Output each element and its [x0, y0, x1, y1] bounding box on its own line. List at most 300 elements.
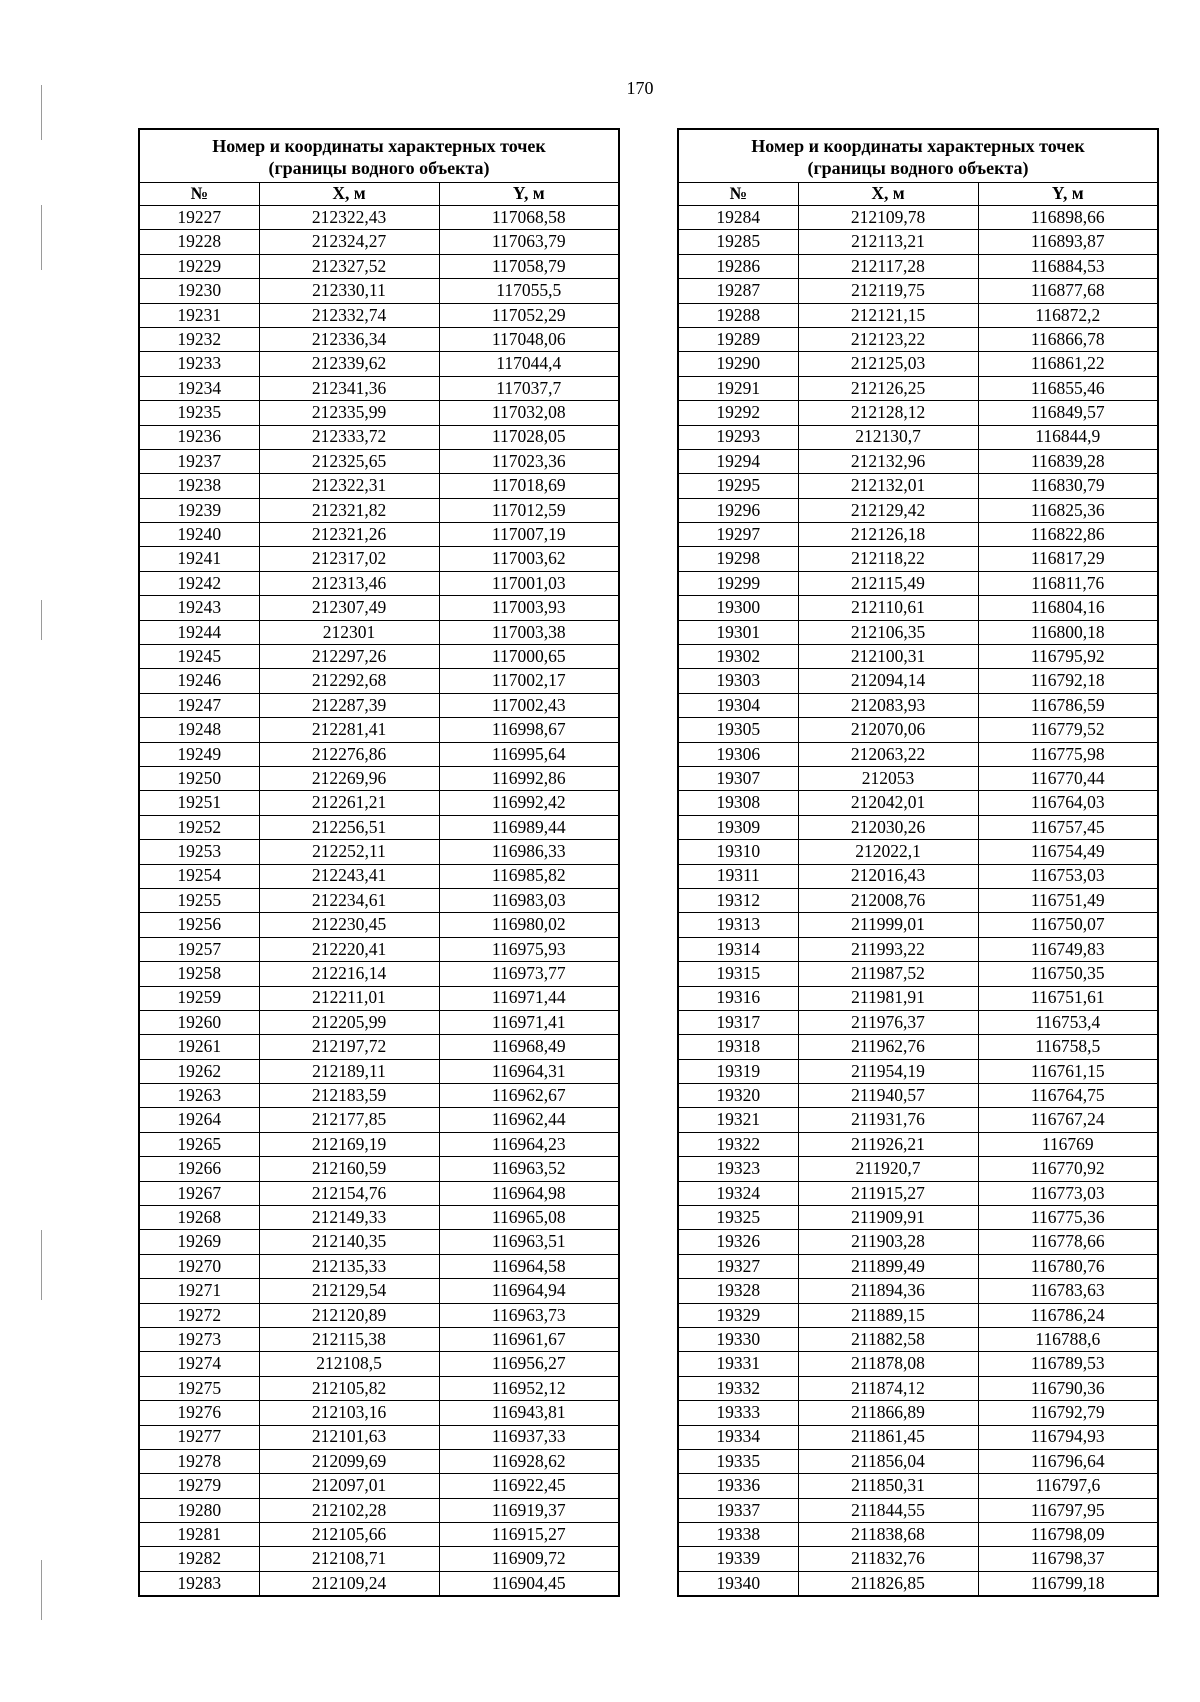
- scan-mark: [41, 1230, 42, 1300]
- point-number-cell: 19314: [678, 937, 798, 961]
- y-coordinate-cell: 116750,07: [978, 913, 1158, 937]
- y-coordinate-cell: 116964,98: [439, 1181, 619, 1205]
- x-coordinate-cell: 212332,74: [259, 303, 439, 327]
- y-coordinate-cell: 116796,64: [978, 1449, 1158, 1473]
- x-coordinate-cell: 212123,22: [798, 327, 978, 351]
- y-coordinate-cell: 117003,62: [439, 547, 619, 571]
- x-coordinate-cell: 212317,02: [259, 547, 439, 571]
- x-coordinate-cell: 211856,04: [798, 1449, 978, 1473]
- point-number-cell: 19303: [678, 669, 798, 693]
- y-coordinate-cell: 116751,61: [978, 986, 1158, 1010]
- x-coordinate-cell: 212042,01: [798, 791, 978, 815]
- y-coordinate-cell: 116952,12: [439, 1376, 619, 1400]
- point-number-cell: 19287: [678, 279, 798, 303]
- x-coordinate-cell: 212154,76: [259, 1181, 439, 1205]
- table-row: [139, 1571, 619, 1596]
- x-coordinate-cell: 212126,18: [798, 523, 978, 547]
- x-coordinate-cell: 211861,45: [798, 1425, 978, 1449]
- point-number-cell: 19247: [139, 693, 259, 717]
- y-coordinate-cell: 117007,19: [439, 523, 619, 547]
- point-number-cell: 19263: [139, 1084, 259, 1108]
- y-coordinate-cell: 117068,58: [439, 206, 619, 230]
- point-number-cell: 19259: [139, 986, 259, 1010]
- x-coordinate-cell: 211962,76: [798, 1035, 978, 1059]
- x-coordinate-cell: 211850,31: [798, 1474, 978, 1498]
- y-coordinate-cell: 116786,59: [978, 693, 1158, 717]
- point-number-cell: 19339: [678, 1547, 798, 1571]
- table-body: [139, 206, 619, 1597]
- table-row: [678, 766, 1158, 790]
- table-row: [139, 571, 619, 595]
- table-row: [139, 742, 619, 766]
- y-coordinate-cell: 116937,33: [439, 1425, 619, 1449]
- x-coordinate-cell: 212108,71: [259, 1547, 439, 1571]
- table-row: [678, 206, 1158, 230]
- y-coordinate-cell: 116861,22: [978, 352, 1158, 376]
- table-row: [678, 718, 1158, 742]
- y-coordinate-cell: 116971,41: [439, 1010, 619, 1034]
- point-number-cell: 19285: [678, 230, 798, 254]
- table-row: [139, 523, 619, 547]
- table-row: [139, 1523, 619, 1547]
- point-number-cell: 19248: [139, 718, 259, 742]
- column-header-number: №: [678, 183, 798, 206]
- y-coordinate-cell: 116775,36: [978, 1206, 1158, 1230]
- table-row: [678, 1084, 1158, 1108]
- point-number-cell: 19275: [139, 1376, 259, 1400]
- table-row: [139, 1547, 619, 1571]
- y-coordinate-cell: 116915,27: [439, 1523, 619, 1547]
- x-coordinate-cell: 212205,99: [259, 1010, 439, 1034]
- table-row: [678, 1254, 1158, 1278]
- x-coordinate-cell: 212102,28: [259, 1498, 439, 1522]
- x-coordinate-cell: 211981,91: [798, 986, 978, 1010]
- table-caption: [139, 129, 619, 183]
- table-row: [139, 596, 619, 620]
- point-number-cell: 19297: [678, 523, 798, 547]
- y-coordinate-cell: 117028,05: [439, 425, 619, 449]
- y-coordinate-cell: 116753,4: [978, 1010, 1158, 1034]
- x-coordinate-cell: 212322,43: [259, 206, 439, 230]
- point-number-cell: 19281: [139, 1523, 259, 1547]
- column-header-y: Y, м: [439, 183, 619, 206]
- point-number-cell: 19286: [678, 254, 798, 278]
- point-number-cell: 19269: [139, 1230, 259, 1254]
- y-coordinate-cell: 117003,38: [439, 620, 619, 644]
- x-coordinate-cell: 212256,51: [259, 815, 439, 839]
- table-row: [139, 230, 619, 254]
- table-row: [678, 1523, 1158, 1547]
- point-number-cell: 19309: [678, 815, 798, 839]
- y-coordinate-cell: 116866,78: [978, 327, 1158, 351]
- y-coordinate-cell: 116968,49: [439, 1035, 619, 1059]
- x-coordinate-cell: 212120,89: [259, 1303, 439, 1327]
- point-number-cell: 19249: [139, 742, 259, 766]
- point-number-cell: 19335: [678, 1449, 798, 1473]
- y-coordinate-cell: 117023,36: [439, 449, 619, 473]
- point-number-cell: 19298: [678, 547, 798, 571]
- x-coordinate-cell: 211889,15: [798, 1303, 978, 1327]
- point-number-cell: 19310: [678, 840, 798, 864]
- y-coordinate-cell: 116964,31: [439, 1059, 619, 1083]
- table-row: [139, 425, 619, 449]
- scan-mark: [41, 600, 42, 640]
- x-coordinate-cell: 211874,12: [798, 1376, 978, 1400]
- point-number-cell: 19260: [139, 1010, 259, 1034]
- point-number-cell: 19234: [139, 376, 259, 400]
- y-coordinate-cell: 116764,75: [978, 1084, 1158, 1108]
- x-coordinate-cell: 211909,91: [798, 1206, 978, 1230]
- point-number-cell: 19230: [139, 279, 259, 303]
- x-coordinate-cell: 212115,49: [798, 571, 978, 595]
- caption-line-1: Номер и координаты характерных точек: [212, 136, 546, 156]
- y-coordinate-cell: 116839,28: [978, 449, 1158, 473]
- table-row: [139, 1327, 619, 1351]
- y-coordinate-cell: 116773,03: [978, 1181, 1158, 1205]
- x-coordinate-cell: 212301: [259, 620, 439, 644]
- x-coordinate-cell: 212132,01: [798, 474, 978, 498]
- y-coordinate-cell: 116794,93: [978, 1425, 1158, 1449]
- point-number-cell: 19231: [139, 303, 259, 327]
- x-coordinate-cell: 212169,19: [259, 1132, 439, 1156]
- y-coordinate-cell: 116985,82: [439, 864, 619, 888]
- y-coordinate-cell: 116799,18: [978, 1571, 1158, 1596]
- y-coordinate-cell: 116753,03: [978, 864, 1158, 888]
- y-coordinate-cell: 116750,35: [978, 962, 1158, 986]
- x-coordinate-cell: 212103,16: [259, 1401, 439, 1425]
- table-row: [139, 669, 619, 693]
- y-coordinate-cell: 116877,68: [978, 279, 1158, 303]
- table-row: [139, 1059, 619, 1083]
- point-number-cell: 19252: [139, 815, 259, 839]
- x-coordinate-cell: 212321,26: [259, 523, 439, 547]
- x-coordinate-cell: 212330,11: [259, 279, 439, 303]
- x-coordinate-cell: 212121,15: [798, 303, 978, 327]
- point-number-cell: 19240: [139, 523, 259, 547]
- y-coordinate-cell: 116795,92: [978, 645, 1158, 669]
- caption-line-1: Номер и координаты характерных точек: [751, 136, 1085, 156]
- y-coordinate-cell: 116811,76: [978, 571, 1158, 595]
- table-row: [678, 1303, 1158, 1327]
- table-row: [139, 279, 619, 303]
- y-coordinate-cell: 116789,53: [978, 1352, 1158, 1376]
- point-number-cell: 19308: [678, 791, 798, 815]
- point-number-cell: 19242: [139, 571, 259, 595]
- y-coordinate-cell: 116775,98: [978, 742, 1158, 766]
- table-row: [139, 986, 619, 1010]
- x-coordinate-cell: 212189,11: [259, 1059, 439, 1083]
- table-row: [678, 840, 1158, 864]
- x-coordinate-cell: 212333,72: [259, 425, 439, 449]
- point-number-cell: 19237: [139, 449, 259, 473]
- y-coordinate-cell: 117000,65: [439, 645, 619, 669]
- y-coordinate-cell: 116961,67: [439, 1327, 619, 1351]
- table-row: [678, 1181, 1158, 1205]
- x-coordinate-cell: 212118,22: [798, 547, 978, 571]
- point-number-cell: 19261: [139, 1035, 259, 1059]
- x-coordinate-cell: 211866,89: [798, 1401, 978, 1425]
- table-row: [678, 1425, 1158, 1449]
- table-row: [139, 718, 619, 742]
- point-number-cell: 19253: [139, 840, 259, 864]
- y-coordinate-cell: 117063,79: [439, 230, 619, 254]
- y-coordinate-cell: 116849,57: [978, 401, 1158, 425]
- x-coordinate-cell: 212322,31: [259, 474, 439, 498]
- table-row: [139, 1425, 619, 1449]
- point-number-cell: 19258: [139, 962, 259, 986]
- y-coordinate-cell: 116963,51: [439, 1230, 619, 1254]
- x-coordinate-cell: 212321,82: [259, 498, 439, 522]
- y-coordinate-cell: 117044,4: [439, 352, 619, 376]
- page-number: 170: [626, 78, 654, 98]
- point-number-cell: 19325: [678, 1206, 798, 1230]
- point-number-cell: 19311: [678, 864, 798, 888]
- point-number-cell: 19274: [139, 1352, 259, 1376]
- x-coordinate-cell: 212140,35: [259, 1230, 439, 1254]
- x-coordinate-cell: 212083,93: [798, 693, 978, 717]
- y-coordinate-cell: 116825,36: [978, 498, 1158, 522]
- point-number-cell: 19315: [678, 962, 798, 986]
- table-row: [678, 401, 1158, 425]
- point-number-cell: 19268: [139, 1206, 259, 1230]
- table-row: [139, 401, 619, 425]
- point-number-cell: 19334: [678, 1425, 798, 1449]
- table-row: [678, 1376, 1158, 1400]
- x-coordinate-cell: 212339,62: [259, 352, 439, 376]
- x-coordinate-cell: 212177,85: [259, 1108, 439, 1132]
- y-coordinate-cell: 116989,44: [439, 815, 619, 839]
- point-number-cell: 19278: [139, 1449, 259, 1473]
- table-row: [678, 474, 1158, 498]
- y-coordinate-cell: 116964,23: [439, 1132, 619, 1156]
- point-number-cell: 19293: [678, 425, 798, 449]
- column-header-x: X, м: [259, 183, 439, 206]
- x-coordinate-cell: 211999,01: [798, 913, 978, 937]
- table-row: [139, 376, 619, 400]
- table-row: [139, 1401, 619, 1425]
- table-row: [139, 474, 619, 498]
- y-coordinate-cell: 116965,08: [439, 1206, 619, 1230]
- table-row: [139, 498, 619, 522]
- point-number-cell: 19326: [678, 1230, 798, 1254]
- y-coordinate-cell: 116904,45: [439, 1571, 619, 1596]
- table-row: [678, 1035, 1158, 1059]
- x-coordinate-cell: 212070,06: [798, 718, 978, 742]
- y-coordinate-cell: 117002,17: [439, 669, 619, 693]
- point-number-cell: 19328: [678, 1279, 798, 1303]
- point-number-cell: 19313: [678, 913, 798, 937]
- x-coordinate-cell: 212099,69: [259, 1449, 439, 1473]
- y-coordinate-cell: 117018,69: [439, 474, 619, 498]
- point-number-cell: 19262: [139, 1059, 259, 1083]
- y-coordinate-cell: 116769: [978, 1132, 1158, 1156]
- column-header-x: X, м: [798, 183, 978, 206]
- table-row: [139, 352, 619, 376]
- table-row: [678, 547, 1158, 571]
- x-coordinate-cell: 212100,31: [798, 645, 978, 669]
- table-row: [139, 791, 619, 815]
- point-number-cell: 19284: [678, 206, 798, 230]
- y-coordinate-cell: 117002,43: [439, 693, 619, 717]
- point-number-cell: 19316: [678, 986, 798, 1010]
- x-coordinate-cell: 212063,22: [798, 742, 978, 766]
- point-number-cell: 19319: [678, 1059, 798, 1083]
- x-coordinate-cell: 212197,72: [259, 1035, 439, 1059]
- point-number-cell: 19304: [678, 693, 798, 717]
- x-coordinate-cell: 212105,82: [259, 1376, 439, 1400]
- table-row: [678, 279, 1158, 303]
- y-coordinate-cell: 116962,44: [439, 1108, 619, 1132]
- point-number-cell: 19272: [139, 1303, 259, 1327]
- x-coordinate-cell: 212325,65: [259, 449, 439, 473]
- table-row: [678, 254, 1158, 278]
- point-number-cell: 19273: [139, 1327, 259, 1351]
- y-coordinate-cell: 117012,59: [439, 498, 619, 522]
- y-coordinate-cell: 116992,42: [439, 791, 619, 815]
- table-row: [678, 962, 1158, 986]
- table-row: [678, 864, 1158, 888]
- y-coordinate-cell: 116790,36: [978, 1376, 1158, 1400]
- x-coordinate-cell: 212160,59: [259, 1157, 439, 1181]
- table-row: [139, 645, 619, 669]
- x-coordinate-cell: 212129,42: [798, 498, 978, 522]
- table-row: [139, 1254, 619, 1278]
- y-coordinate-cell: 117037,7: [439, 376, 619, 400]
- point-number-cell: 19333: [678, 1401, 798, 1425]
- y-coordinate-cell: 117052,29: [439, 303, 619, 327]
- table-row: [139, 1084, 619, 1108]
- point-number-cell: 19282: [139, 1547, 259, 1571]
- x-coordinate-cell: 212243,41: [259, 864, 439, 888]
- y-coordinate-cell: 116884,53: [978, 254, 1158, 278]
- y-coordinate-cell: 116964,94: [439, 1279, 619, 1303]
- y-coordinate-cell: 116986,33: [439, 840, 619, 864]
- table-row: [678, 1010, 1158, 1034]
- y-coordinate-cell: 116872,2: [978, 303, 1158, 327]
- point-number-cell: 19228: [139, 230, 259, 254]
- point-number-cell: 19241: [139, 547, 259, 571]
- y-coordinate-cell: 116898,66: [978, 206, 1158, 230]
- point-number-cell: 19337: [678, 1498, 798, 1522]
- y-coordinate-cell: 116822,86: [978, 523, 1158, 547]
- x-coordinate-cell: 212113,21: [798, 230, 978, 254]
- coordinates-table-right: [677, 128, 1159, 1597]
- table-row: [139, 1303, 619, 1327]
- point-number-cell: 19235: [139, 401, 259, 425]
- x-coordinate-cell: 212276,86: [259, 742, 439, 766]
- table-row: [678, 1327, 1158, 1351]
- y-coordinate-cell: 116779,52: [978, 718, 1158, 742]
- table-row: [139, 815, 619, 839]
- point-number-cell: 19276: [139, 1401, 259, 1425]
- table-row: [139, 449, 619, 473]
- x-coordinate-cell: 211993,22: [798, 937, 978, 961]
- x-coordinate-cell: 212234,61: [259, 888, 439, 912]
- point-number-cell: 19283: [139, 1571, 259, 1596]
- y-coordinate-cell: 116797,95: [978, 1498, 1158, 1522]
- point-number-cell: 19236: [139, 425, 259, 449]
- x-coordinate-cell: 212132,96: [798, 449, 978, 473]
- table-caption: [678, 129, 1158, 183]
- y-coordinate-cell: 116973,77: [439, 962, 619, 986]
- y-coordinate-cell: 116980,02: [439, 913, 619, 937]
- column-header-number: №: [139, 183, 259, 206]
- point-number-cell: 19267: [139, 1181, 259, 1205]
- y-coordinate-cell: 116998,67: [439, 718, 619, 742]
- x-coordinate-cell: 212119,75: [798, 279, 978, 303]
- point-number-cell: 19307: [678, 766, 798, 790]
- table-row: [678, 1571, 1158, 1596]
- x-coordinate-cell: 212341,36: [259, 376, 439, 400]
- y-coordinate-cell: 116798,37: [978, 1547, 1158, 1571]
- y-coordinate-cell: 117058,79: [439, 254, 619, 278]
- scan-mark: [41, 1560, 42, 1620]
- table-row: [678, 352, 1158, 376]
- y-coordinate-cell: 117048,06: [439, 327, 619, 351]
- table-row: [139, 1498, 619, 1522]
- y-coordinate-cell: 116758,5: [978, 1035, 1158, 1059]
- point-number-cell: 19243: [139, 596, 259, 620]
- table-row: [139, 547, 619, 571]
- point-number-cell: 19232: [139, 327, 259, 351]
- y-coordinate-cell: 116778,66: [978, 1230, 1158, 1254]
- point-number-cell: 19289: [678, 327, 798, 351]
- point-number-cell: 19323: [678, 1157, 798, 1181]
- table-row: [678, 571, 1158, 595]
- x-coordinate-cell: 211987,52: [798, 962, 978, 986]
- x-coordinate-cell: 212022,1: [798, 840, 978, 864]
- point-number-cell: 19329: [678, 1303, 798, 1327]
- y-coordinate-cell: 116749,83: [978, 937, 1158, 961]
- x-coordinate-cell: 212281,41: [259, 718, 439, 742]
- table-row: [139, 1206, 619, 1230]
- table-row: [139, 206, 619, 230]
- x-coordinate-cell: 212287,39: [259, 693, 439, 717]
- x-coordinate-cell: 212292,68: [259, 669, 439, 693]
- y-coordinate-cell: 116919,37: [439, 1498, 619, 1522]
- table-row: [139, 888, 619, 912]
- table-row: [139, 1352, 619, 1376]
- point-number-cell: 19257: [139, 937, 259, 961]
- y-coordinate-cell: 116964,58: [439, 1254, 619, 1278]
- point-number-cell: 19280: [139, 1498, 259, 1522]
- y-coordinate-cell: 117032,08: [439, 401, 619, 425]
- x-coordinate-cell: 212336,34: [259, 327, 439, 351]
- table-row: [139, 1474, 619, 1498]
- table-row: [678, 669, 1158, 693]
- table-row: [139, 1108, 619, 1132]
- table-row: [678, 645, 1158, 669]
- y-coordinate-cell: 116798,09: [978, 1523, 1158, 1547]
- x-coordinate-cell: 212008,76: [798, 888, 978, 912]
- table-row: [678, 1230, 1158, 1254]
- table-row: [678, 815, 1158, 839]
- y-coordinate-cell: 117003,93: [439, 596, 619, 620]
- y-coordinate-cell: 116770,92: [978, 1157, 1158, 1181]
- x-coordinate-cell: 212016,43: [798, 864, 978, 888]
- table-row: [678, 1547, 1158, 1571]
- table-row: [678, 1059, 1158, 1083]
- table-row: [139, 1157, 619, 1181]
- table-row: [678, 888, 1158, 912]
- table-row: [678, 376, 1158, 400]
- x-coordinate-cell: 211844,55: [798, 1498, 978, 1522]
- point-number-cell: 19336: [678, 1474, 798, 1498]
- point-number-cell: 19239: [139, 498, 259, 522]
- point-number-cell: 19306: [678, 742, 798, 766]
- table-row: [678, 1279, 1158, 1303]
- x-coordinate-cell: 212105,66: [259, 1523, 439, 1547]
